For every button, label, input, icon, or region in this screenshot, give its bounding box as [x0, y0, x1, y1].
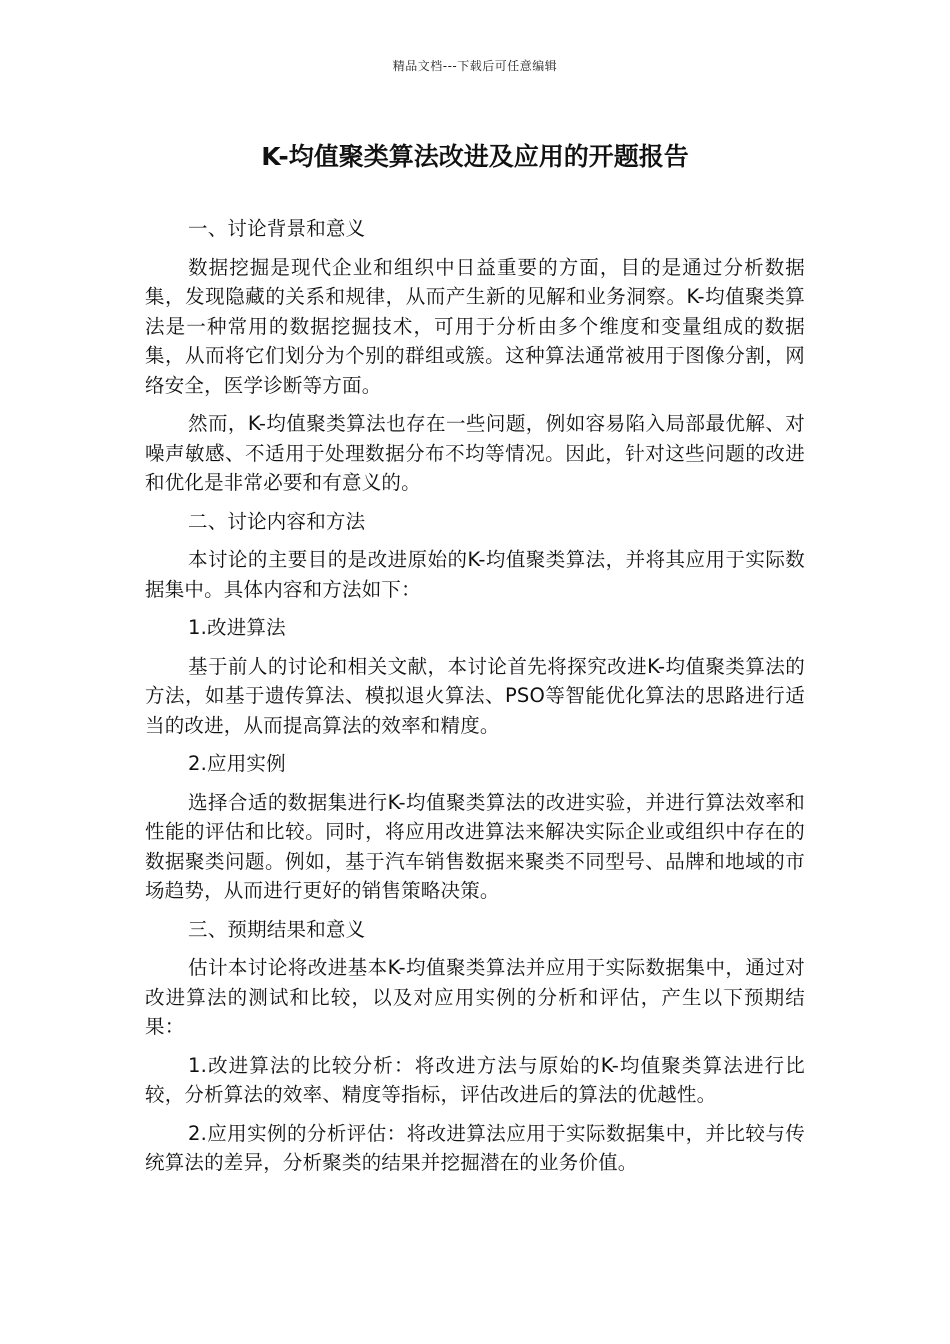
paragraph-expected-comparison: 1.改进算法的比较分析：将改进方法与原始的K-均值聚类算法进行比较，分析算法的效率、精度等指标，评估改进后的算法的优越性。 [145, 1053, 805, 1106]
paragraph-improve-algorithm: 基于前人的讨论和相关文献，本讨论首先将探究改进K-均值聚类算法的方法，如基于遗传算法、模拟退火算法、PSO等智能优化算法的思路进行适当的改进，从而提高算法的效率和精度。 [145, 654, 805, 737]
section-heading-content-method: 二、讨论内容和方法 [188, 509, 366, 533]
paragraph-background-1: 数据挖掘是现代企业和组织中日益重要的方面，目的是通过分析数据集，发现隐藏的关系和规律，从而产生新的见解和业务洞察。K-均值聚类算法是一种常用的数据挖掘技术，可用于分析由多个维度和变量组成的数据集，从而将它们划分为个别的群组或簇。这种算法通常被用于图像分割，网络安全，医学诊断等方面。 [145, 255, 805, 397]
paragraph-application-example: 选择合适的数据集进行K-均值聚类算法的改进实验，并进行算法效率和性能的评估和比较。同时，将应用改进算法来解决实际企业或组织中存在的数据聚类问题。例如，基于汽车销售数据来聚类不同型号、品牌和地域的市场趋势，从而进行更好的销售策略决策。 [145, 790, 805, 902]
header-note: 精品文档---下载后可任意编辑 [392, 59, 558, 73]
document-body [145, 214, 805, 1187]
paragraph-expected-application: 2.应用实例的分析评估：将改进算法应用于实际数据集中，并比较与传统算法的差异，分析聚类的结果并挖掘潜在的业务价值。 [145, 1121, 805, 1174]
section-heading-expected-results: 三、预期结果和意义 [188, 917, 366, 941]
subheading-improve-algorithm: 1.改进算法 [188, 616, 286, 639]
subheading-application-example: 2.应用实例 [188, 752, 286, 775]
document-title: K-均值聚类算法改进及应用的开题报告 [261, 142, 689, 171]
paragraph-content-intro: 本讨论的主要目的是改进原始的K-均值聚类算法，并将其应用于实际数据集中。具体内容和方法如下： [145, 548, 805, 601]
paragraph-expected-intro: 估计本讨论将改进基本K-均值聚类算法并应用于实际数据集中，通过对改进算法的测试和比较，以及对应用实例的分析和评估，产生以下预期结果： [145, 956, 805, 1038]
section-heading-background: 一、讨论背景和意义 [188, 217, 366, 240]
paragraph-background-2: 然而，K-均值聚类算法也存在一些问题，例如容易陷入局部最优解、对噪声敏感、不适用于处理数据分布不均等情况。因此，针对这些问题的改进和优化是非常必要和有意义的。 [145, 412, 805, 494]
